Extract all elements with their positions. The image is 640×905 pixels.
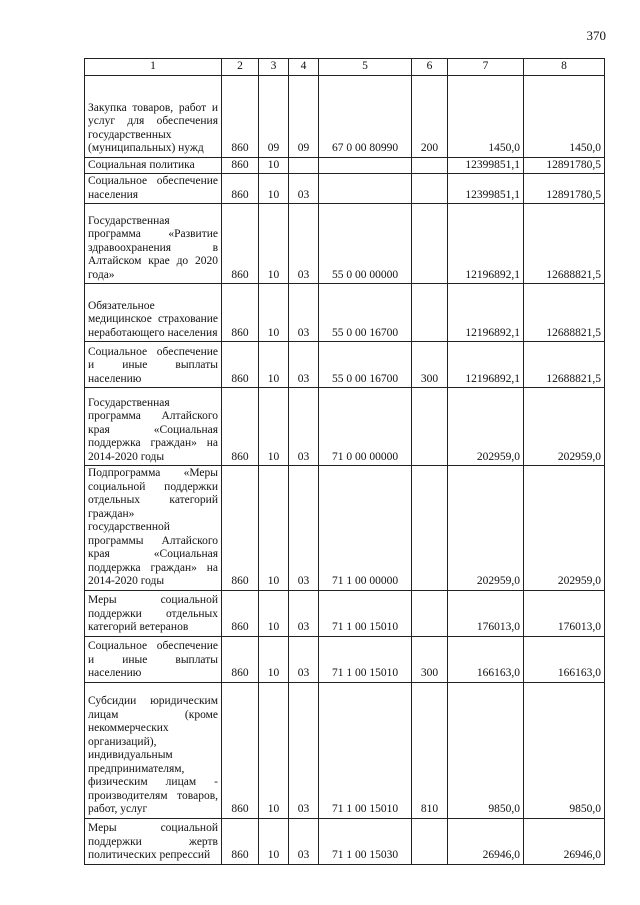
table-row	[85, 818, 605, 864]
ministry-code-cell: 860	[222, 75, 259, 157]
amount-year2-cell: 202959,0	[524, 466, 605, 591]
expense-type-cell	[412, 157, 448, 174]
amount-year1-cell: 12399851,1	[448, 157, 524, 174]
ministry-code-cell: 860	[222, 157, 259, 174]
target-article-cell: 55 0 00 00000	[319, 204, 412, 284]
section-code-cell: 10	[259, 590, 289, 636]
table-row	[85, 75, 605, 157]
row-name-cell: Социальное обеспечение и иные выплаты населению	[85, 342, 222, 388]
ministry-code-cell: 860	[222, 388, 259, 466]
target-article-cell: 71 1 00 15010	[319, 682, 412, 818]
target-article-cell	[319, 157, 412, 174]
subsection-code-cell: 03	[289, 818, 319, 864]
amount-year1-cell: 26946,0	[448, 818, 524, 864]
amount-year2-cell: 12688821,5	[524, 204, 605, 284]
table-row	[85, 174, 605, 204]
row-name-cell: Подпрограмма «Меры социальной поддержки отдельных категорий граждан» государственной программы Алтайского края «Социальная поддержка граждан» на 2014-2020 годы	[85, 466, 222, 591]
table-row	[85, 342, 605, 388]
subsection-code-cell: 03	[289, 388, 319, 466]
ministry-code-cell: 860	[222, 636, 259, 682]
target-article-cell: 71 1 00 15010	[319, 636, 412, 682]
section-code-cell: 10	[259, 682, 289, 818]
row-name-cell: Меры социальной поддержки отдельных категорий ветеранов	[85, 590, 222, 636]
expense-type-cell: 200	[412, 75, 448, 157]
table-body	[85, 75, 605, 864]
target-article-cell: 71 1 00 15010	[319, 590, 412, 636]
section-code-cell: 09	[259, 75, 289, 157]
expense-type-cell	[412, 388, 448, 466]
row-name-cell: Государственная программа «Развитие здравоохранения в Алтайском крае до 2020 года»	[85, 204, 222, 284]
section-code-cell: 10	[259, 204, 289, 284]
ministry-code-cell: 860	[222, 204, 259, 284]
section-code-cell: 10	[259, 818, 289, 864]
target-article-cell: 55 0 00 16700	[319, 284, 412, 342]
amount-year1-cell: 176013,0	[448, 590, 524, 636]
amount-year1-cell: 12196892,1	[448, 284, 524, 342]
subsection-code-cell: 03	[289, 682, 319, 818]
subsection-code-cell: 03	[289, 284, 319, 342]
amount-year1-cell: 202959,0	[448, 466, 524, 591]
expense-type-cell	[412, 466, 448, 591]
table-row	[85, 157, 605, 174]
page-number: 370	[586, 28, 606, 43]
expense-type-cell: 810	[412, 682, 448, 818]
row-name-cell: Социальное обеспечение и иные выплаты населению	[85, 636, 222, 682]
amount-year1-cell: 12196892,1	[448, 342, 524, 388]
column-header: 7	[448, 59, 524, 76]
amount-year2-cell: 176013,0	[524, 590, 605, 636]
section-code-cell: 10	[259, 636, 289, 682]
amount-year2-cell: 26946,0	[524, 818, 605, 864]
row-name-cell: Обязательное медицинское страхование неработающего населения	[85, 284, 222, 342]
amount-year1-cell: 12399851,1	[448, 174, 524, 204]
subsection-code-cell: 03	[289, 636, 319, 682]
amount-year1-cell: 202959,0	[448, 388, 524, 466]
table-row	[85, 204, 605, 284]
amount-year2-cell: 202959,0	[524, 388, 605, 466]
subsection-code-cell: 09	[289, 75, 319, 157]
row-name-cell: Меры социальной поддержки жертв политических репрессий	[85, 818, 222, 864]
amount-year2-cell: 1450,0	[524, 75, 605, 157]
amount-year1-cell: 9850,0	[448, 682, 524, 818]
column-header: 2	[222, 59, 259, 76]
budget-table	[84, 58, 605, 865]
table-row	[85, 388, 605, 466]
column-header: 6	[412, 59, 448, 76]
column-header: 8	[524, 59, 605, 76]
amount-year1-cell: 1450,0	[448, 75, 524, 157]
section-code-cell: 10	[259, 342, 289, 388]
section-code-cell: 10	[259, 466, 289, 591]
target-article-cell: 67 0 00 80990	[319, 75, 412, 157]
row-name-cell: Государственная программа Алтайского края «Социальная поддержка граждан» на 2014-2020 годы	[85, 388, 222, 466]
target-article-cell: 55 0 00 16700	[319, 342, 412, 388]
ministry-code-cell: 860	[222, 284, 259, 342]
amount-year1-cell: 166163,0	[448, 636, 524, 682]
table-row	[85, 590, 605, 636]
target-article-cell: 71 1 00 15030	[319, 818, 412, 864]
ministry-code-cell: 860	[222, 818, 259, 864]
column-header: 5	[319, 59, 412, 76]
column-header: 4	[289, 59, 319, 76]
amount-year2-cell: 12891780,5	[524, 174, 605, 204]
table-header-row	[85, 59, 605, 76]
amount-year2-cell: 166163,0	[524, 636, 605, 682]
amount-year2-cell: 12688821,5	[524, 284, 605, 342]
section-code-cell: 10	[259, 388, 289, 466]
table-row	[85, 466, 605, 591]
row-name-cell: Субсидии юридическим лицам (кроме некоммерческих организаций), индивидуальным предпринимателям, физическим лицам - производителям товаров, работ, услуг	[85, 682, 222, 818]
subsection-code-cell	[289, 157, 319, 174]
ministry-code-cell: 860	[222, 342, 259, 388]
amount-year2-cell: 9850,0	[524, 682, 605, 818]
column-header: 1	[85, 59, 222, 76]
expense-type-cell	[412, 818, 448, 864]
section-code-cell: 10	[259, 284, 289, 342]
ministry-code-cell: 860	[222, 682, 259, 818]
subsection-code-cell: 03	[289, 342, 319, 388]
row-name-cell: Социальная политика	[85, 157, 222, 174]
amount-year2-cell: 12688821,5	[524, 342, 605, 388]
ministry-code-cell: 860	[222, 466, 259, 591]
table-row	[85, 636, 605, 682]
section-code-cell: 10	[259, 157, 289, 174]
expense-type-cell	[412, 204, 448, 284]
column-header: 3	[259, 59, 289, 76]
section-code-cell: 10	[259, 174, 289, 204]
amount-year2-cell: 12891780,5	[524, 157, 605, 174]
subsection-code-cell: 03	[289, 590, 319, 636]
subsection-code-cell: 03	[289, 466, 319, 591]
target-article-cell	[319, 174, 412, 204]
subsection-code-cell: 03	[289, 204, 319, 284]
subsection-code-cell: 03	[289, 174, 319, 204]
target-article-cell: 71 0 00 00000	[319, 388, 412, 466]
expense-type-cell	[412, 590, 448, 636]
row-name-cell: Социальное обеспечение населения	[85, 174, 222, 204]
ministry-code-cell: 860	[222, 590, 259, 636]
table-row	[85, 284, 605, 342]
expense-type-cell: 300	[412, 342, 448, 388]
table-row	[85, 682, 605, 818]
expense-type-cell	[412, 174, 448, 204]
expense-type-cell: 300	[412, 636, 448, 682]
row-name-cell: Закупка товаров, работ и услуг для обеспечения государственных (муниципальных) нужд	[85, 75, 222, 157]
ministry-code-cell: 860	[222, 174, 259, 204]
target-article-cell: 71 1 00 00000	[319, 466, 412, 591]
amount-year1-cell: 12196892,1	[448, 204, 524, 284]
expense-type-cell	[412, 284, 448, 342]
